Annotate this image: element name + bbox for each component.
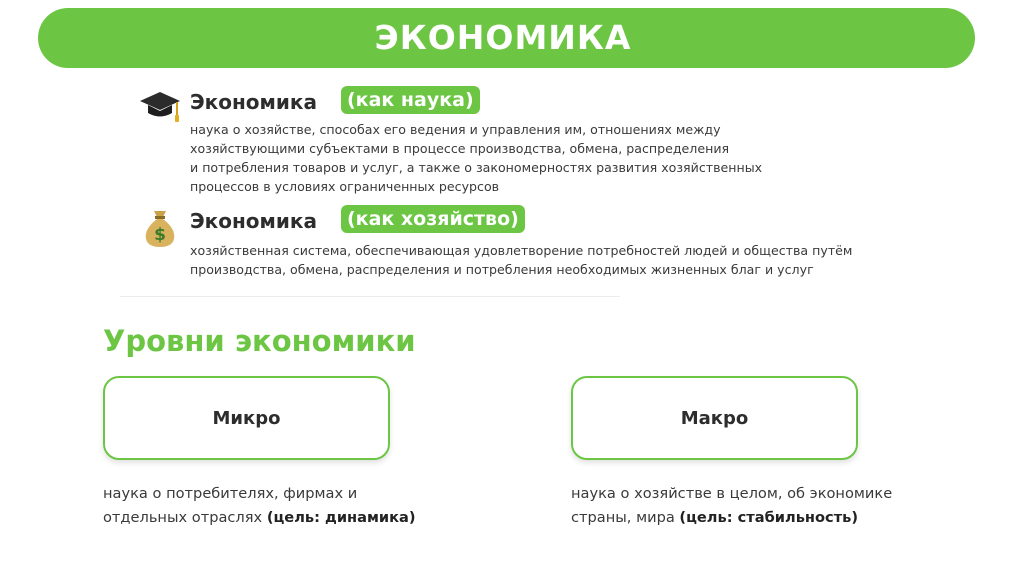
level-description-macro xyxy=(571,482,892,530)
level-description-micro xyxy=(103,482,416,530)
svg-text:$: $ xyxy=(154,225,166,245)
definition-text xyxy=(190,120,762,196)
definition-line: и потребления товаров и услуг, а также о закономерностях развития хозяйственных xyxy=(190,160,763,175)
level-goal: (цель: динамика) xyxy=(266,509,416,526)
definition-term: Экономика xyxy=(190,209,317,233)
definition-line: процессов в условиях ограниченных ресурсов xyxy=(190,179,500,194)
money-bag-icon xyxy=(138,205,182,249)
definition-line: хозяйствующими субъектами в процессе производства, обмена, распределения xyxy=(190,141,730,156)
title-banner xyxy=(38,8,975,68)
definition-text xyxy=(190,241,852,279)
page-title: ЭКОНОМИКА xyxy=(374,18,632,57)
definition-term: Экономика xyxy=(190,90,317,114)
definition-line: хозяйственная система, обеспечивающая удовлетворение потребностей людей и общества путём xyxy=(190,243,853,258)
level-label: Микро xyxy=(212,408,281,429)
level-description-line: наука о потребителях, фирмах и xyxy=(103,485,358,502)
divider xyxy=(120,296,620,297)
graduation-cap-icon xyxy=(138,86,182,130)
definition-line: наука о хозяйстве, способах его ведения и управления им, отношениях между xyxy=(190,122,721,137)
level-description-line xyxy=(571,506,892,530)
level-description-text: отдельных отраслях xyxy=(103,509,267,526)
level-goal: (цель: стабильность) xyxy=(679,509,859,526)
definition-line: производства, обмена, распределения и потребления необходимых жизненных благ и услуг xyxy=(190,262,814,277)
level-label: Макро xyxy=(680,408,749,429)
level-description-line xyxy=(103,506,416,530)
level-box-micro xyxy=(103,376,390,460)
level-description-text: страны, мира xyxy=(571,509,680,526)
level-description-line: наука о хозяйстве в целом, об экономике xyxy=(571,485,893,502)
definition-tag: (как наука) xyxy=(341,86,480,114)
definition-tag: (как хозяйство) xyxy=(341,205,525,233)
level-box-macro xyxy=(571,376,858,460)
levels-heading: Уровни экономики xyxy=(103,324,416,358)
